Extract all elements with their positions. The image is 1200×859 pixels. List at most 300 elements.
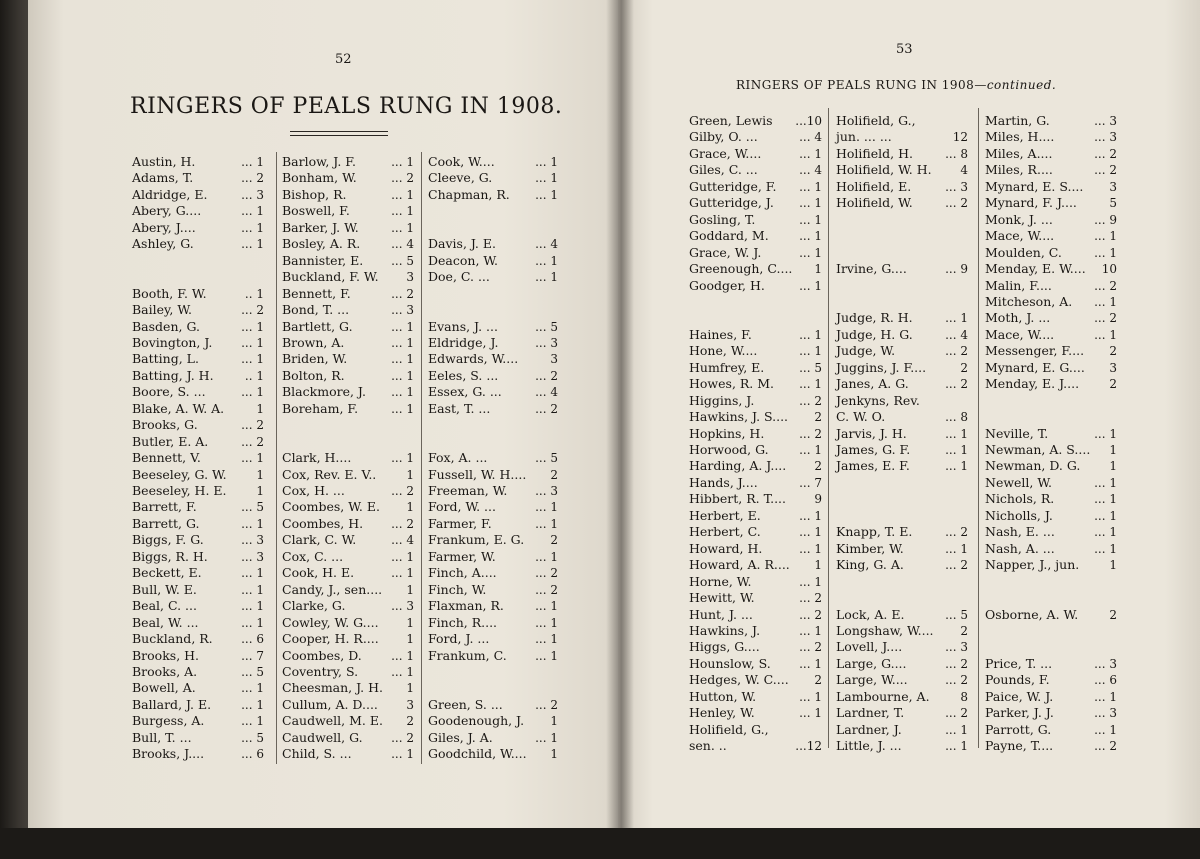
- peal-count: ... 1: [535, 171, 558, 185]
- peal-count: ... 3: [391, 303, 414, 317]
- peal-count: ... 1: [391, 352, 414, 366]
- ringer-name: Menday, E. J....: [985, 376, 1080, 391]
- peal-count: ... 3: [945, 640, 968, 654]
- ringer-name: East, T. ...: [428, 401, 491, 416]
- ringer-name: Biggs, F. G.: [132, 532, 204, 547]
- ringer-name: Napper, J., jun.: [985, 557, 1080, 572]
- peal-count: ... 5: [241, 731, 264, 745]
- peal-count: ... 1: [799, 657, 822, 671]
- ringer-name: Gutteridge, F.: [689, 179, 777, 194]
- ringer-name: Clark, C. W.: [282, 532, 357, 547]
- peal-count: ... 1: [391, 649, 414, 663]
- ringer-name: Lambourne, A.: [836, 689, 930, 704]
- peal-count: 1: [256, 484, 264, 498]
- ringer-name: Irvine, G....: [836, 261, 907, 276]
- peal-count: ... 1: [1094, 476, 1117, 490]
- ringer-name: Freeman, W.: [428, 483, 508, 498]
- peal-count: ... 2: [535, 402, 558, 416]
- peal-count: ... 2: [945, 706, 968, 720]
- peal-count: ... 1: [799, 213, 822, 227]
- ringer-name: Longshaw, W....: [836, 623, 934, 638]
- ringer-name: Gosling, T.: [689, 212, 756, 227]
- peal-count: ... 1: [241, 616, 264, 630]
- book-bottom-edge: [0, 828, 1200, 859]
- right-column-divider-1: [828, 108, 829, 748]
- title-rule-top: [290, 131, 388, 132]
- ringer-name: Fox, A. ...: [428, 450, 488, 465]
- ringer-name: Buckland, R.: [132, 631, 213, 646]
- ringer-name: Mace, W....: [985, 228, 1055, 243]
- ringer-name: Boreham, F.: [282, 401, 359, 416]
- ringer-name: Holifield, G.,: [836, 113, 916, 128]
- ringer-name: Bennett, F.: [282, 286, 351, 301]
- peal-count: ... 2: [535, 369, 558, 383]
- peal-count: ... 2: [945, 344, 968, 358]
- peal-count: ... 1: [799, 443, 822, 457]
- ringer-name: Large, W....: [836, 672, 908, 687]
- peal-count: 1: [256, 402, 264, 416]
- peal-count: 1: [1109, 558, 1117, 572]
- ringer-name: Brooks, A.: [132, 664, 198, 679]
- peal-count: ... 1: [535, 632, 558, 646]
- peal-count: ... 1: [241, 320, 264, 334]
- ringer-name: Hutton, W.: [689, 689, 757, 704]
- peal-count: ... 1: [535, 188, 558, 202]
- peal-count: ... 1: [799, 690, 822, 704]
- peal-count: 2: [1109, 344, 1117, 358]
- peal-count: 4: [960, 163, 968, 177]
- peal-count: ... 1: [945, 723, 968, 737]
- peal-count: 3: [1109, 361, 1117, 375]
- ringer-name: Barlow, J. F.: [282, 154, 356, 169]
- ringer-name: James, E. F.: [836, 458, 910, 473]
- peal-count: ... 1: [1094, 492, 1117, 506]
- ringer-name: Finch, R....: [428, 615, 498, 630]
- peal-count: 3: [1109, 180, 1117, 194]
- peal-count: ... 2: [391, 484, 414, 498]
- peal-count: ... 2: [799, 591, 822, 605]
- ringer-name: Beal, W. ...: [132, 615, 199, 630]
- ringer-name: Kimber, W.: [836, 541, 904, 556]
- ringer-name: Burgess, A.: [132, 713, 205, 728]
- peal-count: ... 1: [1094, 295, 1117, 309]
- ringer-name: Giles, C. ...: [689, 162, 758, 177]
- peal-count: ... 2: [1094, 147, 1117, 161]
- ringer-name: Gutteridge, J.: [689, 195, 774, 210]
- peal-count: ... 2: [1094, 163, 1117, 177]
- peal-count: 1: [406, 583, 414, 597]
- peal-count: ... 1: [391, 451, 414, 465]
- peal-count: 1: [550, 747, 558, 761]
- peal-count: ... 3: [535, 484, 558, 498]
- peal-count: 1: [406, 681, 414, 695]
- ringer-name: Eldridge, J.: [428, 335, 499, 350]
- peal-count: ... 5: [799, 361, 822, 375]
- peal-count: ... 1: [535, 599, 558, 613]
- peal-count: ... 2: [391, 171, 414, 185]
- peal-count: ... 2: [241, 418, 264, 432]
- ringer-name: Biggs, R. H.: [132, 549, 208, 564]
- peal-count: ... 2: [1094, 311, 1117, 325]
- peal-count: ... 1: [241, 451, 264, 465]
- peal-count: ... 4: [391, 533, 414, 547]
- peal-count: ... 1: [391, 188, 414, 202]
- ringer-name: Moulden, C.: [985, 245, 1062, 260]
- right-column-divider-2: [978, 108, 979, 748]
- ringer-name: Cook, H. E.: [282, 565, 355, 580]
- peal-count: ... 1: [799, 180, 822, 194]
- peal-count: ... 1: [799, 575, 822, 589]
- ringer-name: Ballard, J. E.: [132, 697, 212, 712]
- left-column-divider-2: [421, 152, 422, 764]
- peal-count: ... 7: [799, 476, 822, 490]
- ringer-name: Holifield, G.,: [689, 722, 769, 737]
- peal-count: ... 1: [799, 377, 822, 391]
- peal-count: 2: [1109, 608, 1117, 622]
- peal-count: ... 1: [535, 517, 558, 531]
- ringer-name: Bull, T. ...: [132, 730, 192, 745]
- peal-count: ... 1: [391, 385, 414, 399]
- right-running-head: [736, 78, 1056, 92]
- peal-count: ... 3: [1094, 130, 1117, 144]
- ringer-name: Frankum, C.: [428, 648, 507, 663]
- peal-count: ... 1: [945, 311, 968, 325]
- ringer-name: Nash, E. ...: [985, 524, 1055, 539]
- ringer-name: Judge, W.: [836, 343, 896, 358]
- running-head-text: RINGERS OF PEALS RUNG IN 1908: [736, 78, 975, 92]
- ringer-name: Newman, A. S....: [985, 442, 1091, 457]
- peal-count: ... 1: [799, 279, 822, 293]
- peal-count: ... 4: [391, 237, 414, 251]
- peal-count: ... 2: [535, 566, 558, 580]
- peal-count: 9: [814, 492, 822, 506]
- ringer-name: Green, Lewis: [689, 113, 773, 128]
- peal-count: ... 1: [799, 328, 822, 342]
- ringer-name: Lock, A. E.: [836, 607, 905, 622]
- ringer-name: Knapp, T. E.: [836, 524, 913, 539]
- ringer-name: Booth, F. W.: [132, 286, 207, 301]
- peal-count: ... 1: [799, 229, 822, 243]
- peal-count: ... 1: [241, 221, 264, 235]
- ringer-name: Eeles, S. ...: [428, 368, 499, 383]
- peal-count: ... 3: [241, 550, 264, 564]
- peal-count: ...12: [795, 739, 822, 753]
- peal-count: ... 2: [391, 517, 414, 531]
- peal-count: ... 1: [799, 624, 822, 638]
- peal-count: ... 1: [391, 550, 414, 564]
- ringer-name: Coombes, H.: [282, 516, 364, 531]
- ringer-name: Harding, A. J....: [689, 458, 787, 473]
- ringer-name: Goodger, H.: [689, 278, 765, 293]
- ringer-name: Humfrey, E.: [689, 360, 765, 375]
- ringer-name: James, G. F.: [836, 442, 911, 457]
- ringer-name: Holifield, W. H.: [836, 162, 932, 177]
- ringer-name: Cox, C. ...: [282, 549, 344, 564]
- ringer-name: Hawkins, J.: [689, 623, 761, 638]
- ringer-name: Little, J. ...: [836, 738, 902, 753]
- ringer-name: Price, T. ...: [985, 656, 1053, 671]
- ringer-name: Haines, F.: [689, 327, 752, 342]
- peal-count: ... 5: [241, 665, 264, 679]
- peal-count: ... 1: [535, 270, 558, 284]
- peal-count: 1: [406, 616, 414, 630]
- left-column-divider-1: [276, 152, 277, 764]
- left-column-c-names: [428, 154, 558, 814]
- ringer-name: Bull, W. E.: [132, 582, 197, 597]
- ringer-name: Moth, J. ...: [985, 310, 1051, 325]
- peal-count: 2: [960, 361, 968, 375]
- peal-count: ... 9: [945, 262, 968, 276]
- ringer-name: Brooks, J....: [132, 746, 205, 761]
- ringer-name: Herbert, C.: [689, 524, 761, 539]
- ringer-name: Boore, S. ...: [132, 384, 206, 399]
- ringer-name: Brooks, H.: [132, 648, 200, 663]
- ringer-name: sen. ..: [689, 738, 727, 753]
- ringer-name: Parker, J. J.: [985, 705, 1054, 720]
- ringer-name: Hands, J....: [689, 475, 758, 490]
- peal-count: ... 2: [241, 171, 264, 185]
- ringer-name: Flaxman, R.: [428, 598, 504, 613]
- ringer-name: C. W. O.: [836, 409, 886, 424]
- ringer-name: Frankum, E. G.: [428, 532, 525, 547]
- ringer-name: Martin, G.: [985, 113, 1050, 128]
- peal-count: ... 1: [241, 352, 264, 366]
- peal-count: ... 1: [241, 155, 264, 169]
- ringer-name: Hopkins, H.: [689, 426, 765, 441]
- peal-count: ... 1: [945, 459, 968, 473]
- ringer-name: Davis, J. E.: [428, 236, 496, 251]
- peal-count: ... 1: [535, 731, 558, 745]
- right-column-g-h-names: [689, 113, 822, 773]
- ringer-name: Cullum, A. D....: [282, 697, 378, 712]
- peal-count: ... 5: [535, 320, 558, 334]
- ringer-name: Hounslow, S.: [689, 656, 771, 671]
- peal-count: ... 6: [241, 632, 264, 646]
- ringer-name: Howard, H.: [689, 541, 763, 556]
- peal-count: ... 1: [241, 583, 264, 597]
- peal-count: ... 1: [799, 706, 822, 720]
- peal-count: ... 1: [535, 649, 558, 663]
- ringer-name: Bennett, V.: [132, 450, 201, 465]
- peal-count: ... 1: [945, 427, 968, 441]
- ringer-name: Bailey, W.: [132, 302, 193, 317]
- ringer-name: Holifield, E.: [836, 179, 912, 194]
- ringer-name: Caudwell, G.: [282, 730, 363, 745]
- peal-count: ... 3: [945, 180, 968, 194]
- ringer-name: Juggins, J. F....: [836, 360, 927, 375]
- ringer-name: Beeseley, G. W.: [132, 467, 227, 482]
- ringer-name: Mace, W....: [985, 327, 1055, 342]
- peal-count: ... 2: [799, 427, 822, 441]
- ringer-name: Bartlett, G.: [282, 319, 353, 334]
- peal-count: 8: [960, 690, 968, 704]
- ringer-name: Hibbert, R. T....: [689, 491, 786, 506]
- peal-count: ... 2: [535, 698, 558, 712]
- peal-count: ... 1: [945, 443, 968, 457]
- ringer-name: Mynard, E. S....: [985, 179, 1084, 194]
- peal-count: ... 5: [241, 500, 264, 514]
- peal-count: ... 1: [1094, 427, 1117, 441]
- peal-count: ... 2: [241, 303, 264, 317]
- peal-count: ... 2: [535, 583, 558, 597]
- peal-count: ... 6: [1094, 673, 1117, 687]
- peal-count: 2: [814, 410, 822, 424]
- ringer-name: Miles, H....: [985, 129, 1055, 144]
- ringer-name: Bannister, E.: [282, 253, 364, 268]
- peal-count: ... 1: [241, 385, 264, 399]
- peal-count: ... 2: [799, 608, 822, 622]
- ringer-name: Buckland, F. W.: [282, 269, 379, 284]
- ringer-name: Menday, E. W....: [985, 261, 1086, 276]
- peal-count: ... 1: [1094, 509, 1117, 523]
- peal-count: ... 1: [241, 237, 264, 251]
- ringer-name: Herbert, E.: [689, 508, 761, 523]
- ringer-name: Deacon, W.: [428, 253, 499, 268]
- peal-count: ... 1: [799, 196, 822, 210]
- ringer-name: Fussell, W. H....: [428, 467, 527, 482]
- ringer-name: Adams, T.: [132, 170, 194, 185]
- ringer-name: Newman, D. G.: [985, 458, 1081, 473]
- peal-count: ... 3: [1094, 657, 1117, 671]
- ringer-name: Caudwell, M. E.: [282, 713, 383, 728]
- peal-count: ... 1: [1094, 328, 1117, 342]
- ringer-name: Finch, A....: [428, 565, 497, 580]
- peal-count: ... 1: [799, 246, 822, 260]
- peal-count: ...10: [795, 114, 822, 128]
- ringer-name: Farmer, W.: [428, 549, 496, 564]
- ringer-name: King, G. A.: [836, 557, 904, 572]
- ringer-name: Holifield, W.: [836, 195, 913, 210]
- ringer-name: Bishop, R.: [282, 187, 347, 202]
- ringer-name: Ford, J. ...: [428, 631, 490, 646]
- peal-count: ... 1: [535, 500, 558, 514]
- peal-count: ... 3: [241, 188, 264, 202]
- peal-count: ... 1: [1094, 246, 1117, 260]
- peal-count: ... 2: [391, 731, 414, 745]
- peal-count: ... 1: [241, 517, 264, 531]
- ringer-name: Mitcheson, A.: [985, 294, 1073, 309]
- ringer-name: Cox, H. ...: [282, 483, 345, 498]
- ringer-name: Lardner, J.: [836, 722, 902, 737]
- peal-count: ... 1: [241, 566, 264, 580]
- ringer-name: Pounds, F.: [985, 672, 1050, 687]
- peal-count: ... 4: [535, 385, 558, 399]
- ringer-name: Howard, A. R....: [689, 557, 790, 572]
- ringer-name: Nash, A. ...: [985, 541, 1055, 556]
- ringer-name: Miles, R....: [985, 162, 1053, 177]
- peal-count: 1: [1109, 443, 1117, 457]
- left-column-a-names: [132, 154, 264, 814]
- peal-count: ... 1: [241, 681, 264, 695]
- peal-count: ... 2: [241, 435, 264, 449]
- ringer-name: Batting, J. H.: [132, 368, 214, 383]
- ringer-name: Chapman, R.: [428, 187, 510, 202]
- ringer-name: Miles, A....: [985, 146, 1053, 161]
- peal-count: 1: [406, 500, 414, 514]
- ringer-name: Briden, W.: [282, 351, 348, 366]
- peal-count: ... 2: [799, 394, 822, 408]
- ringer-name: Green, S. ...: [428, 697, 503, 712]
- ringer-name: Cook, W....: [428, 154, 495, 169]
- peal-count: ... 2: [945, 525, 968, 539]
- ringer-name: Neville, T.: [985, 426, 1049, 441]
- ringer-name: Farmer, F.: [428, 516, 492, 531]
- peal-count: 2: [406, 714, 414, 728]
- ringer-name: Hunt, J. ...: [689, 607, 753, 622]
- peal-count: ... 7: [241, 649, 264, 663]
- ringer-name: Candy, J., sen....: [282, 582, 383, 597]
- ringer-name: Goddard, M.: [689, 228, 769, 243]
- peal-count: 2: [550, 533, 558, 547]
- peal-count: ... 9: [1094, 213, 1117, 227]
- ringer-name: Batting, L.: [132, 351, 199, 366]
- peal-count: ... 5: [945, 608, 968, 622]
- left-page-title: RINGERS OF PEALS RUNG IN 1908.: [130, 94, 563, 119]
- ringer-name: Higgins, J.: [689, 393, 755, 408]
- peal-count: ... 1: [241, 336, 264, 350]
- ringer-name: Boswell, F.: [282, 203, 350, 218]
- ringer-name: Messenger, F....: [985, 343, 1085, 358]
- ringer-name: Cheesman, J. H.: [282, 680, 383, 695]
- ringer-name: Abery, J....: [132, 220, 196, 235]
- ringer-name: Beeseley, H. E.: [132, 483, 227, 498]
- ringer-name: Large, G....: [836, 656, 907, 671]
- peal-count: ... 3: [1094, 114, 1117, 128]
- peal-count: 2: [960, 624, 968, 638]
- right-column-m-p-names: [985, 113, 1117, 773]
- peal-count: ... 1: [799, 147, 822, 161]
- ringer-name: jun. ... ...: [836, 129, 892, 144]
- right-column-h-l-names: [836, 113, 968, 773]
- peal-count: ... 1: [391, 155, 414, 169]
- ringer-name: Austin, H.: [132, 154, 196, 169]
- peal-count: ... 1: [391, 665, 414, 679]
- ringer-name: Parrott, G.: [985, 722, 1052, 737]
- right-page-number: 53: [896, 42, 913, 57]
- peal-count: ... 2: [799, 640, 822, 654]
- peal-count: ... 1: [1094, 723, 1117, 737]
- ringer-name: Gilby, O. ...: [689, 129, 758, 144]
- ringer-name: Jenkyns, Rev.: [836, 393, 920, 408]
- ringer-name: Bolton, R.: [282, 368, 345, 383]
- ringer-name: Hone, W....: [689, 343, 758, 358]
- peal-count: ... 1: [391, 369, 414, 383]
- peal-count: ... 1: [391, 204, 414, 218]
- ringer-name: Doe, C. ...: [428, 269, 490, 284]
- ringer-name: Mynard, F. J....: [985, 195, 1077, 210]
- ringer-name: Nicholls, J.: [985, 508, 1053, 523]
- ringer-name: Judge, R. H.: [836, 310, 913, 325]
- peal-count: ... 1: [535, 550, 558, 564]
- peal-count: ... 1: [535, 616, 558, 630]
- peal-count: ... 1: [535, 155, 558, 169]
- peal-count: ... 1: [799, 344, 822, 358]
- peal-count: ... 3: [535, 336, 558, 350]
- ringer-name: Payne, T....: [985, 738, 1054, 753]
- peal-count: 2: [814, 673, 822, 687]
- ringer-name: Paice, W. J.: [985, 689, 1054, 704]
- ringer-name: Cox, Rev. E. V..: [282, 467, 377, 482]
- ringer-name: Goodchild, W....: [428, 746, 527, 761]
- peal-count: ... 1: [391, 221, 414, 235]
- peal-count: 3: [406, 270, 414, 284]
- ringer-name: Coombes, W. E.: [282, 499, 380, 514]
- ringer-name: Howes, R. M.: [689, 376, 775, 391]
- peal-count: 1: [814, 558, 822, 572]
- peal-count: 5: [1109, 196, 1117, 210]
- peal-count: 1: [406, 632, 414, 646]
- ringer-name: Brooks, G.: [132, 417, 198, 432]
